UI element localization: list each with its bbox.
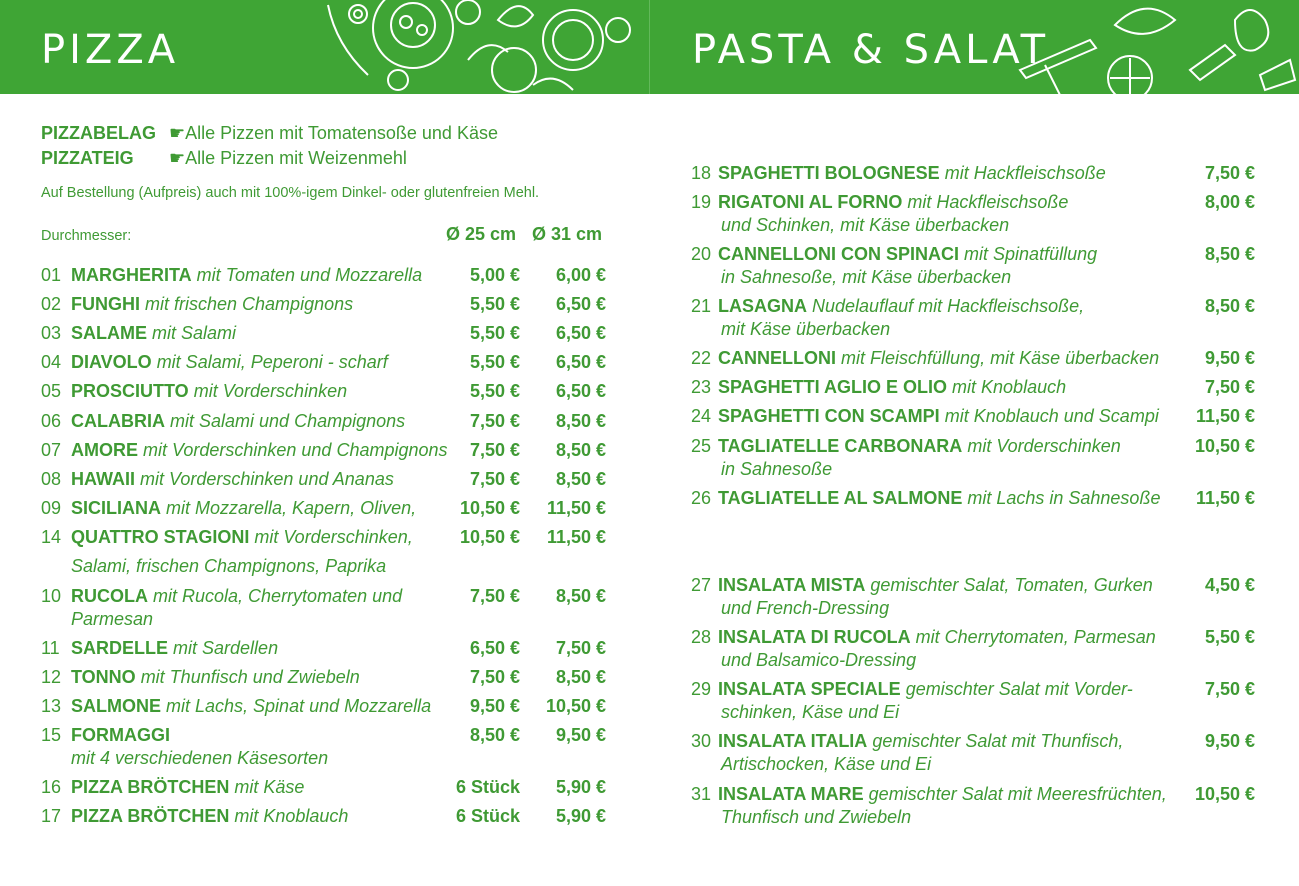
item-description: [71, 439, 448, 462]
flour-note: Auf Bestellung (Aufpreis) auch mit 100%-igem Dinkel- oder glutenfreien Mehl.: [41, 185, 540, 201]
item-price: 4,50 €: [1204, 575, 1255, 595]
price-large: 8,50 €: [555, 440, 606, 460]
info-value: ☛Alle Pizzen mit Weizenmehl: [169, 148, 407, 168]
pasta-item: [691, 191, 1257, 239]
item-details: mit Knoblauch: [952, 377, 1067, 397]
item-name: SICILIANA: [71, 498, 161, 518]
item-details: mit Käse: [234, 777, 305, 797]
item-number: 12: [41, 667, 62, 687]
item-description: [71, 724, 328, 770]
item-name: CANNELLONI CON SPINACI: [718, 244, 960, 264]
price-small: 5,50 €: [469, 294, 520, 314]
item-name: TAGLIATELLE CARBONARA: [718, 436, 963, 456]
item-details: mit Knoblauch und Scampi: [944, 406, 1159, 426]
item-details: mit Thunfisch und Zwiebeln: [140, 667, 360, 687]
item-number: 02: [41, 294, 62, 314]
pasta-item: [691, 347, 1257, 371]
pizza-item: [41, 776, 611, 800]
item-name: SPAGHETTI AGLIO E OLIO: [718, 377, 948, 397]
item-name: INSALATA MISTA: [718, 575, 866, 595]
pizza-item: [41, 805, 611, 829]
price-small: 5,50 €: [469, 352, 520, 372]
item-description: [71, 526, 413, 578]
item-details-line2: Salami, frischen Champignons, Paprika: [71, 556, 387, 576]
price-small: 7,50 €: [469, 667, 520, 687]
item-name: INSALATA SPECIALE: [718, 679, 901, 699]
item-description: [71, 264, 422, 287]
item-name: TONNO: [71, 667, 136, 687]
item-details: mit Rucola, Cherrytomaten und: [153, 586, 403, 606]
pasta-item: [691, 487, 1257, 511]
item-details: Nudelauflauf mit Hackfleischsoße,: [812, 296, 1085, 316]
price-small: 7,50 €: [469, 469, 520, 489]
item-name: LASAGNA: [718, 296, 807, 316]
item-name: CANNELLONI: [718, 348, 836, 368]
item-number: 04: [41, 352, 62, 372]
item-name: QUATTRO STAGIONI: [71, 527, 250, 547]
item-price: 5,50 €: [1204, 627, 1255, 647]
item-details-line2: Artischocken, Käse und Ei: [721, 754, 932, 774]
item-number: 29: [691, 679, 712, 699]
item-details: mit Vorderschinken und Ananas: [140, 469, 394, 489]
item-name: FORMAGGI: [71, 725, 170, 745]
item-description: [718, 405, 1159, 428]
item-number: 06: [41, 411, 62, 431]
item-price: 8,00 €: [1204, 192, 1255, 212]
item-name: RIGATONI AL FORNO: [718, 192, 903, 212]
item-details: mit Hackfleischsoße: [907, 192, 1069, 212]
price-small: 7,50 €: [469, 440, 520, 460]
item-description: [71, 666, 360, 689]
item-description: [71, 695, 431, 718]
item-number: 30: [691, 731, 712, 751]
pizzateig-row: [41, 147, 407, 169]
item-number: 14: [41, 527, 62, 547]
vegetables-illustration-icon: [1010, 0, 1299, 94]
item-details: mit Tomaten und Mozzarella: [196, 265, 423, 285]
item-details: mit Salami und Champignons: [170, 411, 406, 431]
item-description: [718, 730, 1123, 776]
item-name: INSALATA DI RUCOLA: [718, 627, 911, 647]
item-name: SPAGHETTI BOLOGNESE: [718, 163, 940, 183]
item-number: 09: [41, 498, 62, 518]
item-price: 8,50 €: [1204, 296, 1255, 316]
item-number: 21: [691, 296, 712, 316]
item-number: 08: [41, 469, 62, 489]
price-large: 11,50 €: [546, 498, 606, 518]
pizza-section-title: PIZZA: [41, 27, 180, 73]
item-description: [718, 162, 1106, 185]
item-details-line2: und French-Dressing: [721, 598, 890, 618]
price-small: 7,50 €: [469, 411, 520, 431]
pizza-item: [41, 585, 611, 635]
price-small: 6 Stück: [455, 806, 520, 826]
salad-item: [691, 783, 1257, 831]
item-details-line2: in Sahnesoße: [721, 459, 833, 479]
item-price: 8,50 €: [1204, 244, 1255, 264]
item-number: 07: [41, 440, 62, 460]
item-number: 18: [691, 163, 712, 183]
item-description: [71, 585, 402, 631]
header-band: [0, 0, 1299, 94]
pasta-item: [691, 162, 1257, 186]
pizza-item: [41, 322, 611, 346]
pasta-item: [691, 376, 1257, 400]
item-price: 9,50 €: [1204, 348, 1255, 368]
item-details: mit Vorderschinken und Champignons: [143, 440, 448, 460]
pizza-item: [41, 468, 611, 492]
item-description: [71, 322, 236, 345]
item-description: [71, 351, 388, 374]
item-details: mit Salami, Peperoni - scharf: [156, 352, 388, 372]
item-details: mit Lachs in Sahnesoße: [967, 488, 1161, 508]
item-description: [71, 497, 416, 520]
item-description: [718, 783, 1167, 829]
item-name: AMORE: [71, 440, 138, 460]
item-name: RUCOLA: [71, 586, 148, 606]
item-number: 01: [41, 265, 62, 285]
price-large: 11,50 €: [546, 527, 606, 547]
item-number: 31: [691, 784, 712, 804]
item-description: [71, 410, 405, 433]
pizza-item: [41, 497, 611, 521]
pizza-item: [41, 695, 611, 719]
pizza-item: [41, 637, 611, 661]
item-details: mit Mozzarella, Kapern, Oliven,: [166, 498, 417, 518]
price-small: 10,50 €: [459, 498, 520, 518]
item-name: SPAGHETTI CON SCAMPI: [718, 406, 940, 426]
pizzabelag-row: [41, 122, 498, 144]
item-description: [718, 243, 1097, 289]
price-large: 6,00 €: [555, 265, 606, 285]
item-details: mit Salami: [152, 323, 237, 343]
item-price: 11,50 €: [1195, 406, 1255, 426]
item-number: 03: [41, 323, 62, 343]
pizza-item: [41, 380, 611, 404]
item-description: [71, 380, 347, 403]
item-number: 26: [691, 488, 712, 508]
item-description: [718, 347, 1159, 370]
item-details: gemischter Salat, Tomaten, Gurken: [870, 575, 1153, 595]
item-price: 7,50 €: [1204, 679, 1255, 699]
item-name: PIZZA BRÖTCHEN: [71, 806, 230, 826]
item-details: mit Knoblauch: [234, 806, 349, 826]
price-small: 7,50 €: [469, 586, 520, 606]
item-price: 11,50 €: [1195, 488, 1255, 508]
info-value: ☛Alle Pizzen mit Tomatensoße und Käse: [169, 123, 498, 143]
item-details-line2: in Sahnesoße, mit Käse überbacken: [721, 267, 1012, 287]
item-name: FUNGHI: [71, 294, 140, 314]
item-number: 24: [691, 406, 712, 426]
price-small: 9,50 €: [469, 696, 520, 716]
pasta-item: [691, 295, 1257, 343]
item-details: mit frischen Champignons: [145, 294, 354, 314]
item-description: [71, 468, 394, 491]
price-small: 8,50 €: [469, 725, 520, 745]
item-name: SARDELLE: [71, 638, 169, 658]
item-details-line2: mit 4 verschiedenen Käsesorten: [71, 748, 329, 768]
item-details: gemischter Salat mit Vorder-: [905, 679, 1133, 699]
price-small: 5,50 €: [469, 323, 520, 343]
pasta-item: [691, 243, 1257, 291]
item-number: 19: [691, 192, 712, 212]
item-details-line2: und Balsamico-Dressing: [721, 650, 917, 670]
pizza-illustration-icon: [318, 0, 648, 94]
item-description: [71, 637, 278, 660]
item-number: 17: [41, 806, 62, 826]
price-large: 6,50 €: [555, 323, 606, 343]
header-divider: [649, 0, 650, 94]
pizza-item: [41, 724, 611, 774]
item-name: TAGLIATELLE AL SALMONE: [718, 488, 963, 508]
pizza-item: [41, 666, 611, 690]
item-number: 10: [41, 586, 62, 606]
item-details: mit Vorderschinken,: [254, 527, 413, 547]
item-description: [718, 435, 1121, 481]
price-large: 6,50 €: [555, 294, 606, 314]
item-number: 23: [691, 377, 712, 397]
pizza-item: [41, 410, 611, 434]
item-name: CALABRIA: [71, 411, 165, 431]
item-name: PROSCIUTTO: [71, 381, 189, 401]
diameter-label: Durchmesser:: [41, 228, 132, 244]
price-large: 8,50 €: [555, 586, 606, 606]
item-description: [718, 191, 1068, 237]
price-small: 10,50 €: [459, 527, 520, 547]
item-number: 05: [41, 381, 62, 401]
item-number: 25: [691, 436, 712, 456]
price-large: 7,50 €: [555, 638, 606, 658]
price-large: 10,50 €: [545, 696, 606, 716]
pizza-item: [41, 526, 611, 576]
pizza-item: [41, 264, 611, 288]
info-key: PIZZATEIG: [41, 148, 134, 168]
info-key: PIZZABELAG: [41, 123, 156, 143]
price-large: 8,50 €: [555, 469, 606, 489]
pizza-item: [41, 351, 611, 375]
size-small-header: Ø 25 cm: [446, 224, 517, 244]
item-description: [71, 805, 348, 828]
item-description: [718, 376, 1066, 399]
price-small: 5,50 €: [469, 381, 520, 401]
item-price: 10,50 €: [1194, 784, 1255, 804]
item-details: mit Sardellen: [173, 638, 279, 658]
item-number: 13: [41, 696, 62, 716]
price-small: 6 Stück: [455, 777, 520, 797]
salad-item: [691, 678, 1257, 726]
item-details: mit Vorderschinken: [967, 436, 1121, 456]
item-description: [718, 487, 1160, 510]
item-name: INSALATA ITALIA: [718, 731, 868, 751]
item-name: INSALATA MARE: [718, 784, 864, 804]
salad-item: [691, 626, 1257, 674]
pizza-item: [41, 439, 611, 463]
item-details: mit Cherrytomaten, Parmesan: [915, 627, 1156, 647]
price-large: 5,90 €: [555, 777, 606, 797]
pizza-item: [41, 293, 611, 317]
item-name: PIZZA BRÖTCHEN: [71, 777, 230, 797]
item-description: [718, 678, 1133, 724]
item-description: [718, 626, 1156, 672]
price-large: 6,50 €: [555, 381, 606, 401]
item-name: SALMONE: [71, 696, 161, 716]
price-small: 6,50 €: [469, 638, 520, 658]
item-name: MARGHERITA: [71, 265, 192, 285]
item-description: [71, 776, 304, 799]
item-number: 11: [41, 638, 60, 658]
item-price: 7,50 €: [1204, 163, 1255, 183]
item-description: [718, 295, 1084, 341]
item-details: mit Hackfleischsoße: [944, 163, 1106, 183]
item-name: HAWAII: [71, 469, 136, 489]
item-name: SALAME: [71, 323, 147, 343]
pasta-item: [691, 405, 1257, 429]
price-large: 6,50 €: [555, 352, 606, 372]
item-details: mit Spinatfüllung: [964, 244, 1098, 264]
price-small: 5,00 €: [469, 265, 520, 285]
item-price: 9,50 €: [1204, 731, 1255, 751]
item-description: [718, 574, 1153, 620]
salad-item: [691, 730, 1257, 778]
item-number: 28: [691, 627, 712, 647]
size-large-header: Ø 31 cm: [532, 224, 603, 244]
item-details-line2: mit Käse überbacken: [721, 319, 891, 339]
item-details-line2: und Schinken, mit Käse überbacken: [721, 215, 1010, 235]
item-details: mit Fleischfüllung, mit Käse überbacken: [841, 348, 1160, 368]
price-large: 8,50 €: [555, 667, 606, 687]
price-large: 9,50 €: [555, 725, 606, 745]
item-description: [71, 293, 353, 316]
item-number: 27: [691, 575, 712, 595]
item-details: mit Vorderschinken: [193, 381, 348, 401]
item-number: 22: [691, 348, 712, 368]
item-details: gemischter Salat mit Meeresfrüchten,: [868, 784, 1167, 804]
item-name: DIAVOLO: [71, 352, 152, 372]
pasta-item: [691, 435, 1257, 483]
item-number: 15: [41, 725, 62, 745]
item-details: gemischter Salat mit Thunfisch,: [872, 731, 1124, 751]
item-details: mit Lachs, Spinat und Mozzarella: [166, 696, 432, 716]
item-price: 7,50 €: [1204, 377, 1255, 397]
salad-item: [691, 574, 1257, 622]
price-large: 5,90 €: [555, 806, 606, 826]
price-large: 8,50 €: [555, 411, 606, 431]
item-number: 20: [691, 244, 712, 264]
item-details-line2: Parmesan: [71, 609, 154, 629]
item-details-line2: Thunfisch und Zwiebeln: [721, 807, 912, 827]
item-details-line2: schinken, Käse und Ei: [721, 702, 900, 722]
item-price: 10,50 €: [1194, 436, 1255, 456]
pasta-salat-section-title: PASTA & SALAT: [692, 27, 1050, 73]
item-number: 16: [41, 777, 62, 797]
